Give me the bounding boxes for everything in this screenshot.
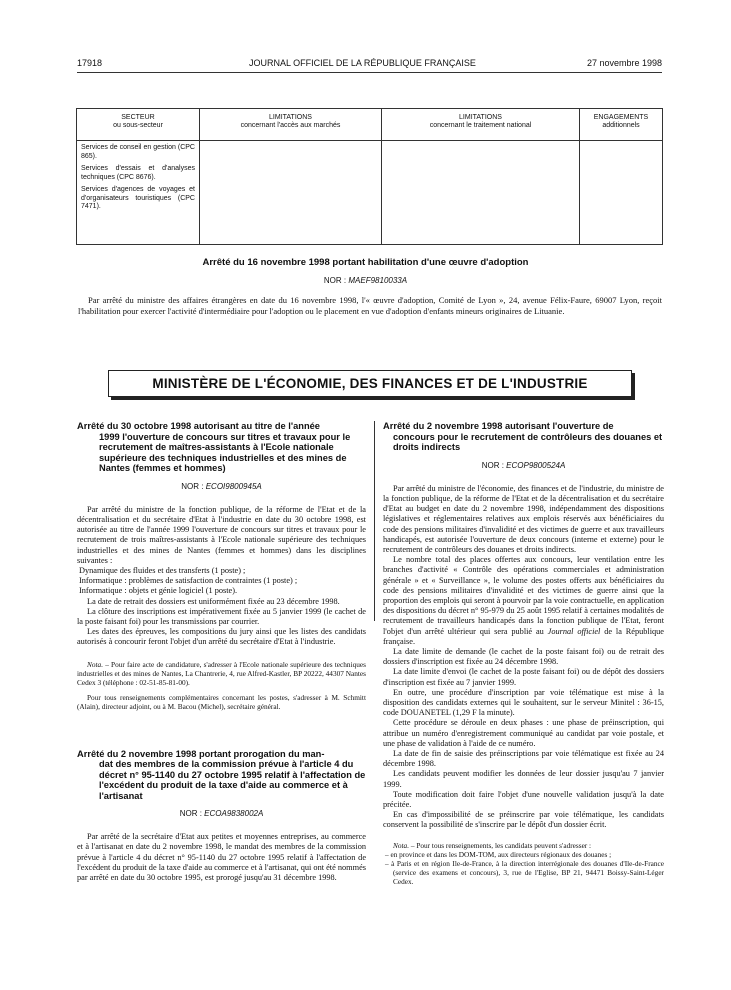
article-nor: NOR : ECOP9800524A	[481, 460, 566, 470]
header-date: 27 novembre 1998	[586, 58, 662, 68]
table-header-cell: LIMITATIONS concernant l'accès aux marchés	[200, 109, 382, 141]
note-item: – à Paris et en région Ile-de-France, à la direction interrégionale des douanes d'Ile-de-France (service des examens et concours), 3, rue de l'Eglise, BP 21, 94471 Boissy-Saint-Léger Cedex.	[385, 858, 664, 886]
article-nor: NOR : ECOA9838002A	[179, 809, 264, 819]
paragraph: La date de retrait des dossiers est uniformément fixée au 23 décembre 1998.	[87, 596, 340, 606]
article-note: Nota. – Pour tous renseignements, les candidats peuvent s'adresser : – en province et dans les DOM-TOM, aux directeurs régionaux des douanes ; – à Paris et en région Ile-de-France, à la direction interrégionale des douanes d'Ile-de-France (service des examens et concours), 3, rue de l'Eglise, BP 21, 94471 Boissy-Saint-Léger Cedex.	[385, 840, 664, 886]
paragraph: Par arrêté de la secrétaire d'Etat aux petites et moyennes entreprises, au commerce et à l'artisanat en date du 2 novembre 1998, le mandat des membres de la commission prévue à l'article 4 du décret n° 95-1140 du 27 octobre 1995 relatif à l'affectation de l'excédent du produit de la taxe d'aide au commerce et à l'artisanat, qui ont été nommés par arrêté en date du 30 octobre 1995, est prorogé jusqu'au 31 décembre 1998.	[77, 832, 366, 883]
article-title: Arrêté du 30 octobre 1998 autorisant au titre de l'année 1999 l'ouverture de concours sur titres et travaux pour le recrutement de maîtres-assistants à l'Ecole nationale supérieure des techniques industrielles et des mines de Nantes (femmes et hommes)	[77, 421, 351, 473]
paragraph: La date limite de demande (le cachet de la poste faisant foi) ou de retrait des dossiers d'inscription est fixée au 24 décembre 1998.	[383, 646, 664, 667]
paragraph: En outre, une procédure d'inscription par voie télématique est mise à la disposition des candidats externes qui le souhaitent, sur le serveur Minitel : 36-15, code DOUANETEL (1,29 F la minute).	[383, 687, 664, 718]
note-item: – en province et dans les DOM-TOM, aux directeurs régionaux des douanes ;	[385, 849, 612, 859]
header-rule	[77, 72, 662, 73]
right-column	[383, 421, 664, 886]
paragraph: Cette procédure se déroule en deux phases : une phase de préinscription, qui attribue un numéro d'enregistrement communiqué au candidat par voie postale, et une phase de validation à l'aide de ce numéro.	[383, 718, 664, 748]
adoption-title: Arrêté du 16 novembre 1998 portant habilitation d'une œuvre d'adoption	[202, 257, 529, 268]
paragraph: La date de fin de saisie des préinscriptions par voie télématique est fixée au 24 décembre 1998.	[383, 748, 664, 769]
commitments-table	[76, 108, 663, 245]
column-divider	[374, 421, 375, 621]
table-header-cell: SECTEUR ou sous-secteur	[77, 109, 200, 141]
table-cell	[200, 141, 382, 245]
paragraph: Le nombre total des places offertes aux concours, leur ventilation entre les branches d'activité « Contrôle des opérations commerciales et administration générale » et « Surveillance », le volume des postes offerts aux bénéficiaires du code des pensions militaires d'invalidité et des victimes de guerre ainsi que la proportion des emplois qui seront à pourvoir par la voie contractuelle, en application des dispositions du décret n° 95-979 du 25 août 1995 relatif à certaines modalités de recrutement de travailleurs handicapés dans la fonction publique de l'Etat, feront l'objet d'un arrêté ultérieur qui sera publié au Journal officiel de la République française.	[383, 555, 664, 646]
table-row	[77, 141, 663, 245]
sector-item: Services d'agences de voyages et d'organisateurs touristiques (CPC 7471).	[81, 186, 195, 210]
table-header-cell: LIMITATIONS concernant le traitement national	[382, 109, 580, 141]
adoption-nor: NOR : MAEF9810033A	[323, 276, 408, 285]
journal-title: JOURNAL OFFICIEL DE LA RÉPUBLIQUE FRANÇAISE	[249, 58, 476, 68]
adoption-body: Par arrêté du ministre des affaires étrangères en date du 16 novembre 1998, l'« œuvre d'adoption, Comité de Lyon », 24, avenue Félix-Faure, 69007 Lyon, reçoit l'habilitation pour exercer l'activité d'intermédiaire pour l'adoption ou le placement en vue d'adoption d'enfants mineurs originaires de Lituanie.	[78, 295, 662, 316]
page-number: 17918	[77, 58, 103, 68]
sector-item: Services d'essais et d'analyses techniques (CPC 8676).	[81, 165, 195, 181]
paragraph: Les dates des épreuves, les compositions du jury ainsi que les listes des candidats autorisés à concourir feront l'objet d'un arrêté du secrétaire d'Etat à l'industrie.	[77, 627, 366, 647]
table-header-cell: ENGAGEMENTS additionnels	[580, 109, 663, 141]
ministry-heading: MINISTÈRE DE L'ÉCONOMIE, DES FINANCES ET DE L'INDUSTRIE	[108, 370, 632, 397]
article-note: Nota. – Pour faire acte de candidature, s'adresser à l'Ecole nationale supérieure des techniques industrielles et des mines de Nantes, La Chantrerie, 4, rue Alfred-Kastler, BP 20222, 44307 Nantes Cedex 3 (téléphone : 02-51-85-81-00). Pour tous renseignements complémentaires concernant les postes, s'adresser à M. Schmitt (Alain), directeur adjoint, ou à M. Bacou (Michel), secrétaire général.	[77, 659, 366, 711]
sector-cell	[77, 141, 200, 245]
paragraph: La clôture des inscriptions est impérativement fixée au 5 janvier 1999 (le cachet de la poste faisant foi) pour les transmissions par courrier.	[77, 606, 366, 626]
paragraph: Par arrêté du ministre de la fonction publique, de la réforme de l'Etat et de la décentralisation et du secrétaire d'Etat à l'industrie en date du 30 octobre 1998, est autorisée au titre de l'année 1999 l'ouverture de concours sur titres et travaux pour le recrutement de trois maîtres-assistants à l'Ecole nationale supérieure des techniques industrielles et des mines de Nantes (femmes et hommes) dans les disciplines suivantes :	[77, 504, 366, 565]
article-title: Arrêté du 2 novembre 1998 portant prorogation du man- dat des membres de la commission prévue à l'article 4 du décret n° 95-1140 du 27 octobre 1995 relatif à l'affectation de l'excédent du produit de la taxe d'aide au commerce et à l'artisanat	[77, 748, 366, 801]
list-item: Informatique : problèmes de satisfaction de contraintes (1 poste) ;	[79, 576, 298, 586]
paragraph: La date limite d'envoi (le cachet de la poste faisant foi) ou de dépôt des dossiers d'inscription est fixée au 7 janvier 1999.	[383, 667, 664, 687]
paragraph: Les candidats peuvent modifier les données de leur dossier jusqu'au 7 janvier 1999.	[383, 769, 664, 789]
paragraph: Par arrêté du ministre de l'économie, des finances et de l'industrie, du ministre de la fonction publique, de la réforme de l'Etat et de la décentralisation et du secrétaire d'Etat au budget en date du 2 novembre 1998, indépendamment des dispositions législatives et réglementaires relatives aux emplois réservés aux bénéficiaires du code des pensions militaires d'invalidité et des victimes de guerre et aux travailleurs handicapés, est autorisée l'ouverture de deux concours (interne et externe) pour le recrutement de contrôleurs des douanes et droits indirects.	[383, 483, 664, 554]
table-cell	[382, 141, 580, 245]
paragraph: Toute modification doit faire l'objet d'une nouvelle validation jusqu'à la date précitée.	[383, 789, 664, 809]
table-header-row	[77, 109, 663, 141]
sector-item: Services de conseil en gestion (CPC 865).	[81, 144, 195, 160]
article-nor: NOR : ECOI9800945A	[181, 481, 262, 491]
left-column	[77, 421, 366, 883]
article-title: Arrêté du 2 novembre 1998 autorisant l'ouverture de concours pour le recrutement de contrôleurs des douanes et droits indirects	[383, 421, 663, 452]
list-item: Informatique : objets et génie logiciel (1 poste).	[79, 586, 238, 596]
list-item: Dynamique des fluides et des transferts (1 poste) ;	[79, 565, 246, 575]
paragraph: En cas d'impossibilité de se préinscrire par voie télématique, les candidats conservent la possibilité de s'inscrire par le dépôt d'un dossier écrit.	[383, 810, 664, 830]
table-cell	[580, 141, 663, 245]
